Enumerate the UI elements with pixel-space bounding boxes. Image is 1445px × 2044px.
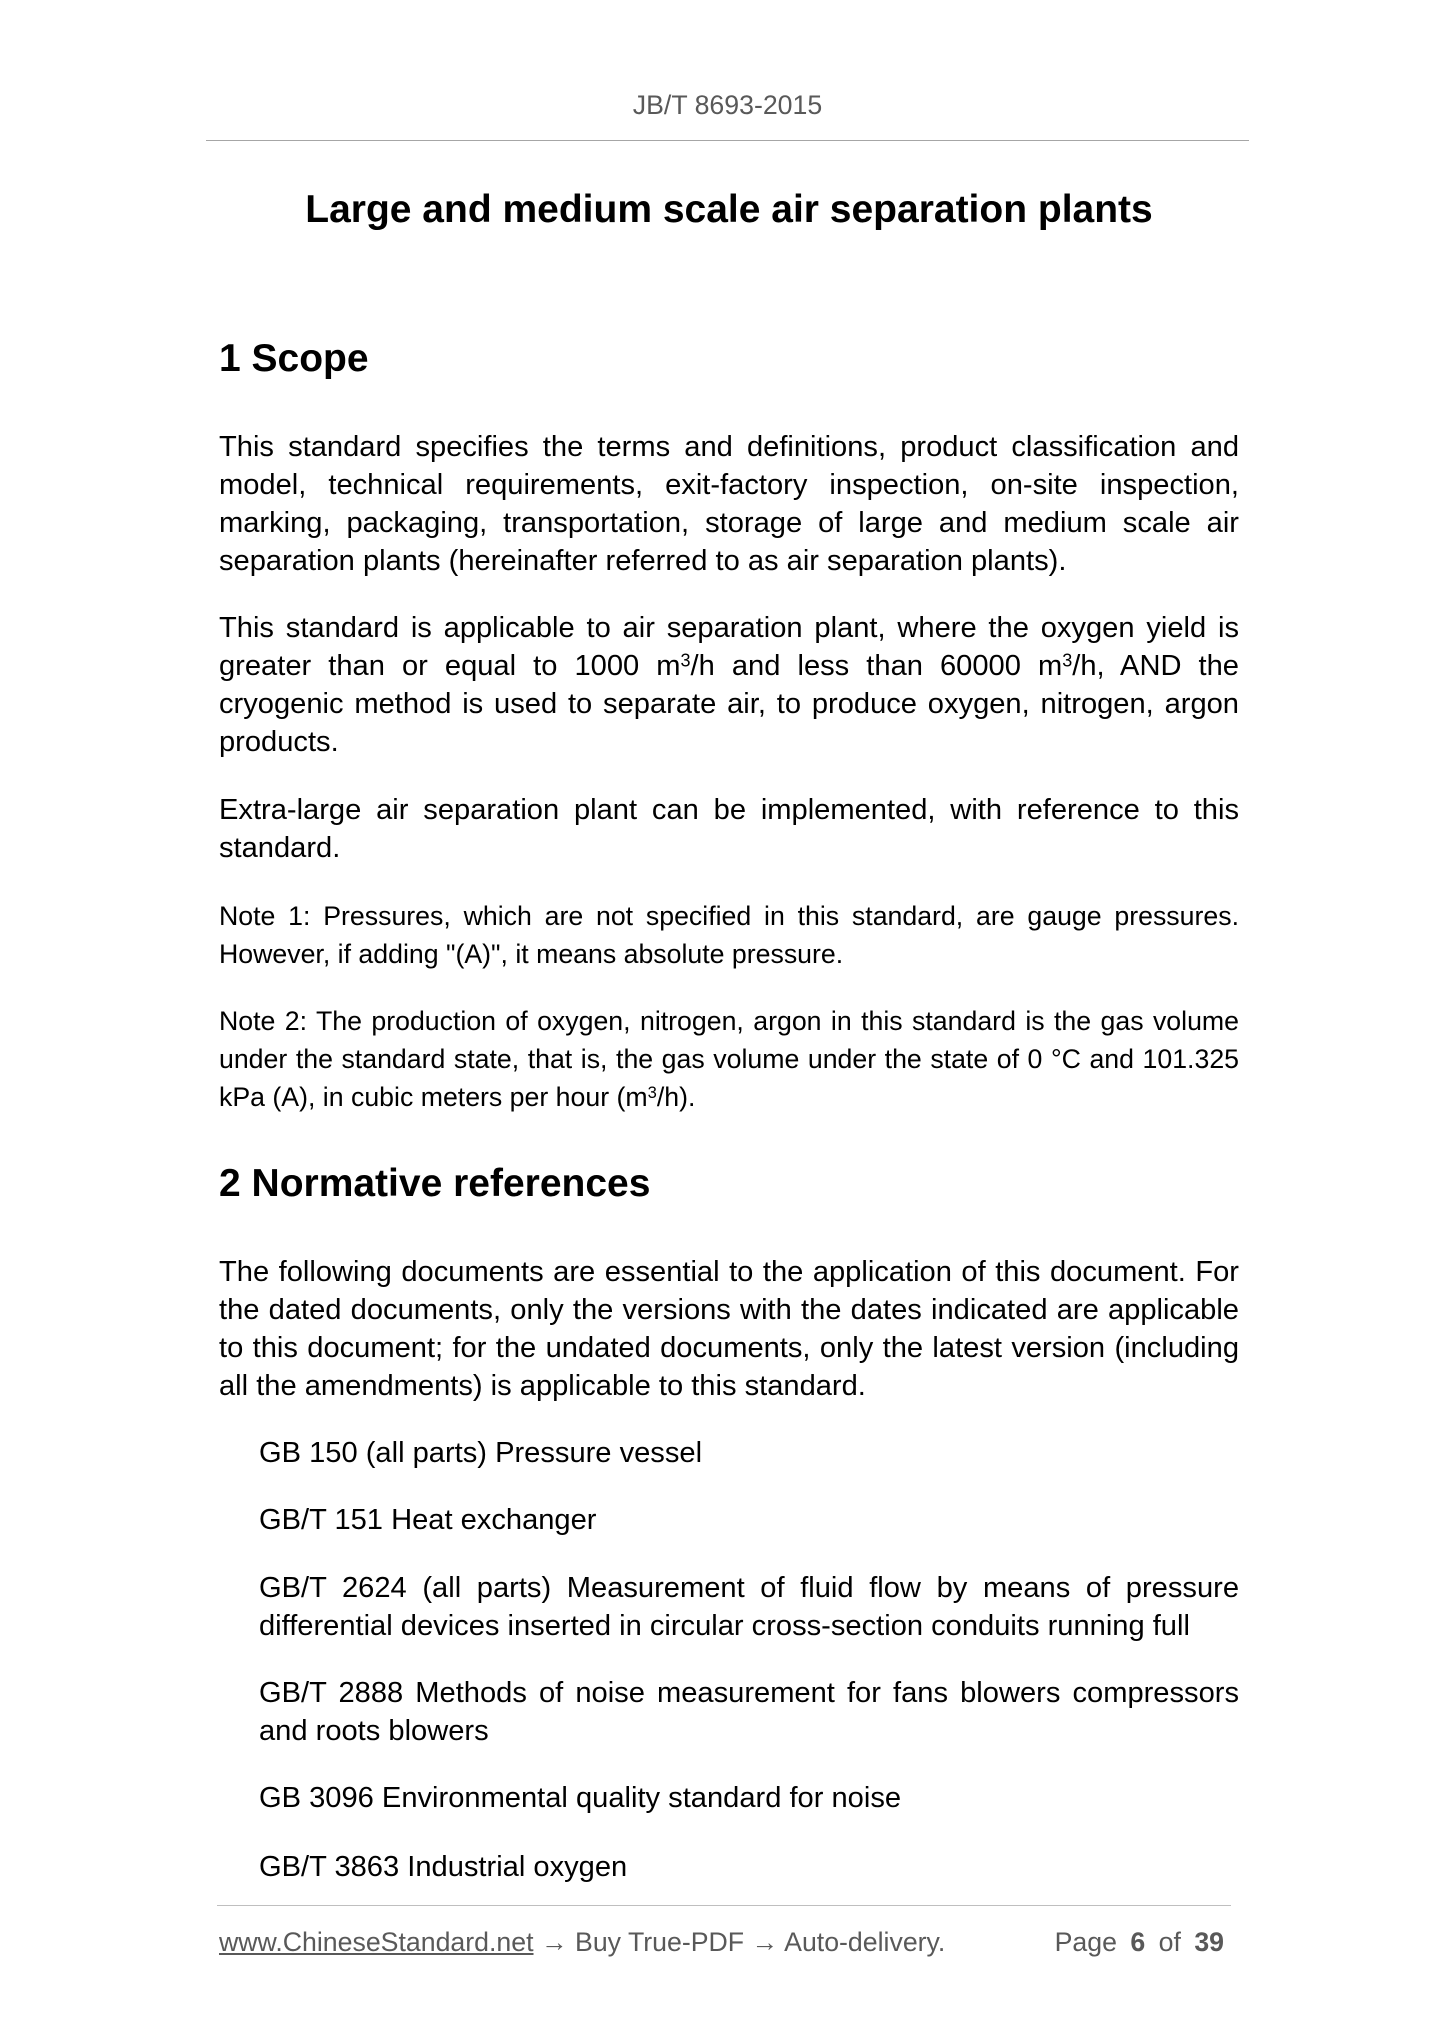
- header-rule: [206, 140, 1249, 141]
- page-current: 6: [1130, 1927, 1146, 1957]
- note-1: Note 1: Pressures, which are not specified in this standard, are gauge pressures. However, if adding "(A)", it means absolute pressure.: [219, 901, 1239, 969]
- reference-item: GB 3096 Environmental quality standard for noise: [259, 1782, 902, 1814]
- footer-rule: [217, 1905, 1231, 1906]
- scope-paragraph-1: This standard specifies the terms and definitions, product classification and model, technical requirements, exit-factory inspection, on-site inspection, marking, packaging, transportation, storage of large and medium scale air separation plants (hereinafter referred to as air separation plants).: [219, 431, 1239, 577]
- reference-item: GB/T 2888 Methods of noise measurement for fans blowers compressors and roots blowers: [259, 1677, 1239, 1747]
- note-2-text: Note 2: The production of oxygen, nitrogen, argon in this standard is the gas volume under the standard state, that is, the gas volume under the state of 0 °C and 101.325 kPa (A), in cubic meters per hour (m: [219, 1006, 1239, 1112]
- note-2-text: /h).: [656, 1082, 696, 1112]
- document-title: Large and medium scale air separation plants: [305, 188, 1153, 231]
- scope-paragraph-2: [219, 609, 1239, 761]
- normative-references-intro: The following documents are essential to the application of this document. For the dated documents, only the versions with the dates indicated are applicable to this document; for the undated documents, only the latest version (including all the amendments) is applicable to this standard.: [219, 1256, 1239, 1402]
- superscript: 3: [1062, 650, 1073, 671]
- scope-paragraph-3: Extra-large air separation plant can be implemented, with reference to this standard.: [219, 794, 1239, 864]
- scope-paragraph-2-text: /h, AND the cryogenic method is used to separate air, to produce oxygen, nitrogen, argon products.: [219, 650, 1239, 758]
- superscript: 3: [647, 1083, 657, 1103]
- page-label: Page: [1054, 1927, 1117, 1957]
- note-2: [219, 1002, 1239, 1116]
- reference-item: GB 150 (all parts) Pressure vessel: [259, 1437, 703, 1469]
- section-heading-scope: 1 Scope: [219, 337, 369, 380]
- footer-tagline: → Buy True-PDF → Auto-delivery.: [540, 1927, 946, 1957]
- section-heading-normative-references: 2 Normative references: [219, 1162, 651, 1205]
- footer-site-link[interactable]: www.ChineseStandard.net: [219, 1927, 534, 1957]
- page-total: 39: [1194, 1927, 1224, 1957]
- scope-paragraph-2-text: /h and less than 60000 m: [690, 650, 1063, 682]
- reference-item: GB/T 3863 Industrial oxygen: [259, 1851, 628, 1883]
- page-of-label: of: [1158, 1927, 1181, 1957]
- superscript: 3: [680, 650, 691, 671]
- document-header-code: JB/T 8693-2015: [632, 90, 823, 120]
- footer-promo: [219, 1925, 945, 1959]
- scope-paragraph-2-text: This standard is applicable to air separation plant, where the oxygen yield is greater than or equal to 1000 m: [219, 612, 1239, 682]
- page-number: [1055, 1925, 1224, 1959]
- reference-item: GB/T 2624 (all parts) Measurement of fluid flow by means of pressure differential devices inserted in circular cross-section conduits running full: [259, 1572, 1239, 1642]
- reference-item: GB/T 151 Heat exchanger: [259, 1504, 597, 1536]
